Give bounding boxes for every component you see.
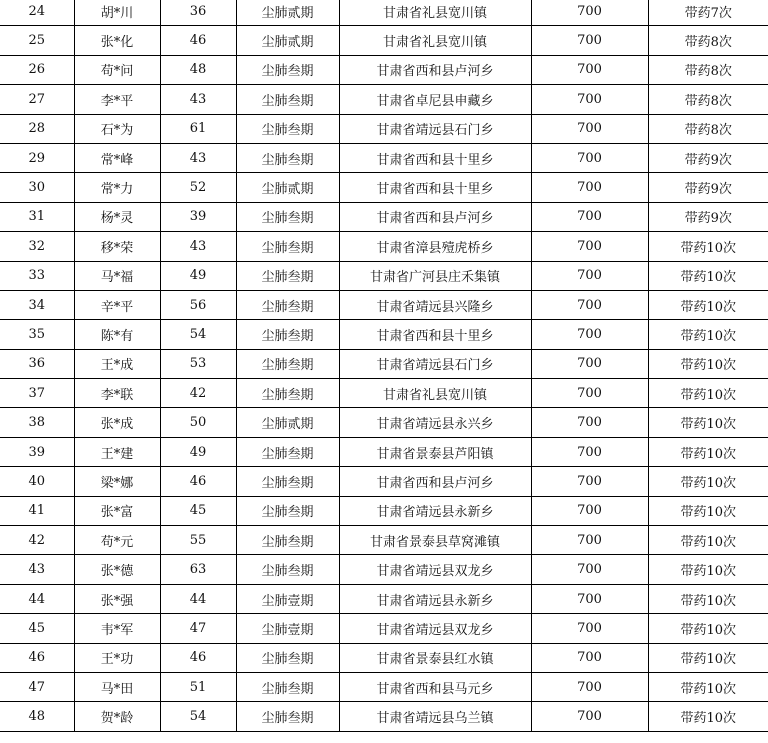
cell-stage: 尘肺壹期 bbox=[236, 614, 339, 643]
table-row bbox=[0, 55, 768, 84]
cell-age: 49 bbox=[160, 437, 236, 466]
cell-index: 36 bbox=[0, 349, 74, 378]
cell-amount: 700 bbox=[531, 85, 648, 114]
table-row bbox=[0, 408, 768, 437]
cell-medication: 带药10次 bbox=[648, 555, 768, 584]
cell-address: 甘肃省西和县马元乡 bbox=[339, 672, 531, 701]
cell-stage: 尘肺叁期 bbox=[236, 496, 339, 525]
cell-index: 45 bbox=[0, 614, 74, 643]
cell-stage: 尘肺叁期 bbox=[236, 672, 339, 701]
cell-index: 30 bbox=[0, 173, 74, 202]
cell-stage: 尘肺叁期 bbox=[236, 261, 339, 290]
cell-index: 39 bbox=[0, 437, 74, 466]
cell-address: 甘肃省景泰县红水镇 bbox=[339, 643, 531, 672]
cell-name: 梁*娜 bbox=[74, 467, 160, 496]
table-row bbox=[0, 643, 768, 672]
cell-address: 甘肃省靖远县双龙乡 bbox=[339, 555, 531, 584]
cell-address: 甘肃省西和县十里乡 bbox=[339, 143, 531, 172]
cell-medication: 带药10次 bbox=[648, 672, 768, 701]
cell-amount: 700 bbox=[531, 555, 648, 584]
cell-amount: 700 bbox=[531, 0, 648, 26]
cell-index: 32 bbox=[0, 232, 74, 261]
cell-amount: 700 bbox=[531, 467, 648, 496]
cell-amount: 700 bbox=[531, 349, 648, 378]
cell-medication: 带药10次 bbox=[648, 261, 768, 290]
cell-name: 马*田 bbox=[74, 672, 160, 701]
cell-age: 46 bbox=[160, 26, 236, 55]
cell-index: 29 bbox=[0, 143, 74, 172]
cell-medication: 带药10次 bbox=[648, 526, 768, 555]
cell-index: 33 bbox=[0, 261, 74, 290]
cell-age: 44 bbox=[160, 584, 236, 613]
cell-stage: 尘肺叁期 bbox=[236, 85, 339, 114]
cell-name: 张*化 bbox=[74, 26, 160, 55]
cell-stage: 尘肺叁期 bbox=[236, 114, 339, 143]
cell-name: 移*荣 bbox=[74, 232, 160, 261]
cell-address: 甘肃省西和县卢河乡 bbox=[339, 55, 531, 84]
cell-address: 甘肃省礼县宽川镇 bbox=[339, 26, 531, 55]
cell-address: 甘肃省靖远县兴隆乡 bbox=[339, 290, 531, 319]
cell-address: 甘肃省靖远县石门乡 bbox=[339, 349, 531, 378]
cell-name: 王*建 bbox=[74, 437, 160, 466]
cell-name: 石*为 bbox=[74, 114, 160, 143]
cell-amount: 700 bbox=[531, 672, 648, 701]
cell-index: 34 bbox=[0, 290, 74, 319]
cell-medication: 带药8次 bbox=[648, 114, 768, 143]
cell-stage: 尘肺叁期 bbox=[236, 555, 339, 584]
table-row bbox=[0, 261, 768, 290]
table-row bbox=[0, 555, 768, 584]
cell-medication: 带药10次 bbox=[648, 349, 768, 378]
cell-amount: 700 bbox=[531, 173, 648, 202]
table-row bbox=[0, 85, 768, 114]
cell-age: 61 bbox=[160, 114, 236, 143]
cell-address: 甘肃省礼县宽川镇 bbox=[339, 0, 531, 26]
table-row bbox=[0, 614, 768, 643]
table-row bbox=[0, 143, 768, 172]
cell-amount: 700 bbox=[531, 320, 648, 349]
cell-medication: 带药10次 bbox=[648, 643, 768, 672]
table-row bbox=[0, 379, 768, 408]
cell-name: 陈*有 bbox=[74, 320, 160, 349]
cell-age: 43 bbox=[160, 85, 236, 114]
cell-stage: 尘肺叁期 bbox=[236, 55, 339, 84]
cell-index: 41 bbox=[0, 496, 74, 525]
table-row bbox=[0, 290, 768, 319]
cell-medication: 带药10次 bbox=[648, 496, 768, 525]
cell-stage: 尘肺叁期 bbox=[236, 643, 339, 672]
cell-medication: 带药10次 bbox=[648, 584, 768, 613]
cell-medication: 带药10次 bbox=[648, 467, 768, 496]
cell-index: 37 bbox=[0, 379, 74, 408]
cell-amount: 700 bbox=[531, 232, 648, 261]
cell-age: 46 bbox=[160, 643, 236, 672]
cell-address: 甘肃省靖远县双龙乡 bbox=[339, 614, 531, 643]
cell-index: 24 bbox=[0, 0, 74, 26]
cell-age: 47 bbox=[160, 614, 236, 643]
cell-name: 张*强 bbox=[74, 584, 160, 613]
table-row bbox=[0, 584, 768, 613]
cell-medication: 带药8次 bbox=[648, 85, 768, 114]
table-row bbox=[0, 320, 768, 349]
cell-name: 苟*元 bbox=[74, 526, 160, 555]
table-row bbox=[0, 496, 768, 525]
cell-name: 王*成 bbox=[74, 349, 160, 378]
cell-medication: 带药8次 bbox=[648, 55, 768, 84]
cell-stage: 尘肺贰期 bbox=[236, 0, 339, 26]
cell-amount: 700 bbox=[531, 202, 648, 231]
cell-age: 36 bbox=[160, 0, 236, 26]
cell-address: 甘肃省靖远县石门乡 bbox=[339, 114, 531, 143]
cell-stage: 尘肺叁期 bbox=[236, 202, 339, 231]
cell-name: 贺*龄 bbox=[74, 702, 160, 731]
cell-name: 张*富 bbox=[74, 496, 160, 525]
cell-address: 甘肃省靖远县永兴乡 bbox=[339, 408, 531, 437]
cell-index: 28 bbox=[0, 114, 74, 143]
cell-address: 甘肃省靖远县永新乡 bbox=[339, 584, 531, 613]
cell-name: 王*功 bbox=[74, 643, 160, 672]
cell-address: 甘肃省西和县卢河乡 bbox=[339, 467, 531, 496]
cell-amount: 700 bbox=[531, 379, 648, 408]
cell-amount: 700 bbox=[531, 496, 648, 525]
cell-address: 甘肃省靖远县乌兰镇 bbox=[339, 702, 531, 731]
cell-age: 48 bbox=[160, 55, 236, 84]
cell-age: 43 bbox=[160, 143, 236, 172]
cell-amount: 700 bbox=[531, 702, 648, 731]
table-row bbox=[0, 526, 768, 555]
cell-address: 甘肃省卓尼县申藏乡 bbox=[339, 85, 531, 114]
table-row bbox=[0, 467, 768, 496]
cell-stage: 尘肺叁期 bbox=[236, 379, 339, 408]
table-row bbox=[0, 702, 768, 731]
cell-stage: 尘肺叁期 bbox=[236, 349, 339, 378]
cell-age: 39 bbox=[160, 202, 236, 231]
cell-medication: 带药10次 bbox=[648, 232, 768, 261]
cell-age: 49 bbox=[160, 261, 236, 290]
cell-index: 25 bbox=[0, 26, 74, 55]
cell-amount: 700 bbox=[531, 55, 648, 84]
cell-medication: 带药9次 bbox=[648, 143, 768, 172]
cell-address: 甘肃省西和县十里乡 bbox=[339, 320, 531, 349]
cell-address: 甘肃省西和县卢河乡 bbox=[339, 202, 531, 231]
cell-name: 苟*问 bbox=[74, 55, 160, 84]
cell-name: 张*成 bbox=[74, 408, 160, 437]
cell-medication: 带药10次 bbox=[648, 290, 768, 319]
cell-age: 63 bbox=[160, 555, 236, 584]
cell-medication: 带药9次 bbox=[648, 173, 768, 202]
cell-amount: 700 bbox=[531, 114, 648, 143]
cell-index: 38 bbox=[0, 408, 74, 437]
cell-stage: 尘肺叁期 bbox=[236, 702, 339, 731]
cell-amount: 700 bbox=[531, 584, 648, 613]
cell-name: 韦*军 bbox=[74, 614, 160, 643]
cell-amount: 700 bbox=[531, 614, 648, 643]
cell-index: 43 bbox=[0, 555, 74, 584]
cell-stage: 尘肺叁期 bbox=[236, 290, 339, 319]
table-row bbox=[0, 202, 768, 231]
cell-medication: 带药10次 bbox=[648, 437, 768, 466]
cell-address: 甘肃省西和县十里乡 bbox=[339, 173, 531, 202]
cell-name: 常*峰 bbox=[74, 143, 160, 172]
cell-medication: 带药10次 bbox=[648, 702, 768, 731]
cell-age: 54 bbox=[160, 702, 236, 731]
cell-age: 42 bbox=[160, 379, 236, 408]
cell-amount: 700 bbox=[531, 290, 648, 319]
cell-stage: 尘肺叁期 bbox=[236, 467, 339, 496]
cell-amount: 700 bbox=[531, 261, 648, 290]
cell-name: 常*力 bbox=[74, 173, 160, 202]
cell-index: 26 bbox=[0, 55, 74, 84]
cell-index: 31 bbox=[0, 202, 74, 231]
cell-name: 杨*灵 bbox=[74, 202, 160, 231]
cell-index: 47 bbox=[0, 672, 74, 701]
cell-stage: 尘肺叁期 bbox=[236, 526, 339, 555]
cell-index: 46 bbox=[0, 643, 74, 672]
cell-address: 甘肃省靖远县永新乡 bbox=[339, 496, 531, 525]
table-row bbox=[0, 672, 768, 701]
cell-index: 42 bbox=[0, 526, 74, 555]
cell-age: 50 bbox=[160, 408, 236, 437]
cell-medication: 带药10次 bbox=[648, 320, 768, 349]
cell-age: 46 bbox=[160, 467, 236, 496]
cell-stage: 尘肺贰期 bbox=[236, 408, 339, 437]
table-row bbox=[0, 0, 768, 26]
table-row bbox=[0, 114, 768, 143]
cell-index: 27 bbox=[0, 85, 74, 114]
cell-name: 胡*川 bbox=[74, 0, 160, 26]
cell-medication: 带药10次 bbox=[648, 614, 768, 643]
cell-stage: 尘肺贰期 bbox=[236, 173, 339, 202]
cell-index: 48 bbox=[0, 702, 74, 731]
cell-age: 53 bbox=[160, 349, 236, 378]
cell-amount: 700 bbox=[531, 408, 648, 437]
cell-amount: 700 bbox=[531, 26, 648, 55]
cell-amount: 700 bbox=[531, 643, 648, 672]
cell-name: 马*福 bbox=[74, 261, 160, 290]
cell-medication: 带药9次 bbox=[648, 202, 768, 231]
cell-index: 44 bbox=[0, 584, 74, 613]
table-row bbox=[0, 349, 768, 378]
cell-age: 52 bbox=[160, 173, 236, 202]
cell-medication: 带药8次 bbox=[648, 26, 768, 55]
cell-stage: 尘肺壹期 bbox=[236, 584, 339, 613]
table-row bbox=[0, 437, 768, 466]
cell-address: 甘肃省漳县殪虎桥乡 bbox=[339, 232, 531, 261]
cell-age: 54 bbox=[160, 320, 236, 349]
cell-stage: 尘肺叁期 bbox=[236, 320, 339, 349]
cell-name: 李*平 bbox=[74, 85, 160, 114]
cell-stage: 尘肺叁期 bbox=[236, 437, 339, 466]
cell-index: 40 bbox=[0, 467, 74, 496]
cell-stage: 尘肺叁期 bbox=[236, 232, 339, 261]
cell-address: 甘肃省景泰县芦阳镇 bbox=[339, 437, 531, 466]
cell-name: 辛*平 bbox=[74, 290, 160, 319]
cell-stage: 尘肺贰期 bbox=[236, 26, 339, 55]
cell-age: 43 bbox=[160, 232, 236, 261]
table-row bbox=[0, 26, 768, 55]
cell-medication: 带药10次 bbox=[648, 379, 768, 408]
cell-address: 甘肃省广河县庄禾集镇 bbox=[339, 261, 531, 290]
cell-address: 甘肃省礼县宽川镇 bbox=[339, 379, 531, 408]
cell-stage: 尘肺叁期 bbox=[236, 143, 339, 172]
cell-amount: 700 bbox=[531, 143, 648, 172]
cell-age: 56 bbox=[160, 290, 236, 319]
table-row bbox=[0, 232, 768, 261]
cell-amount: 700 bbox=[531, 437, 648, 466]
cell-index: 35 bbox=[0, 320, 74, 349]
cell-medication: 带药10次 bbox=[648, 408, 768, 437]
cell-medication: 带药7次 bbox=[648, 0, 768, 26]
cell-amount: 700 bbox=[531, 526, 648, 555]
cell-name: 张*德 bbox=[74, 555, 160, 584]
cell-age: 45 bbox=[160, 496, 236, 525]
cell-age: 55 bbox=[160, 526, 236, 555]
cell-address: 甘肃省景泰县草窝滩镇 bbox=[339, 526, 531, 555]
cell-age: 51 bbox=[160, 672, 236, 701]
cell-name: 李*联 bbox=[74, 379, 160, 408]
table-row bbox=[0, 173, 768, 202]
